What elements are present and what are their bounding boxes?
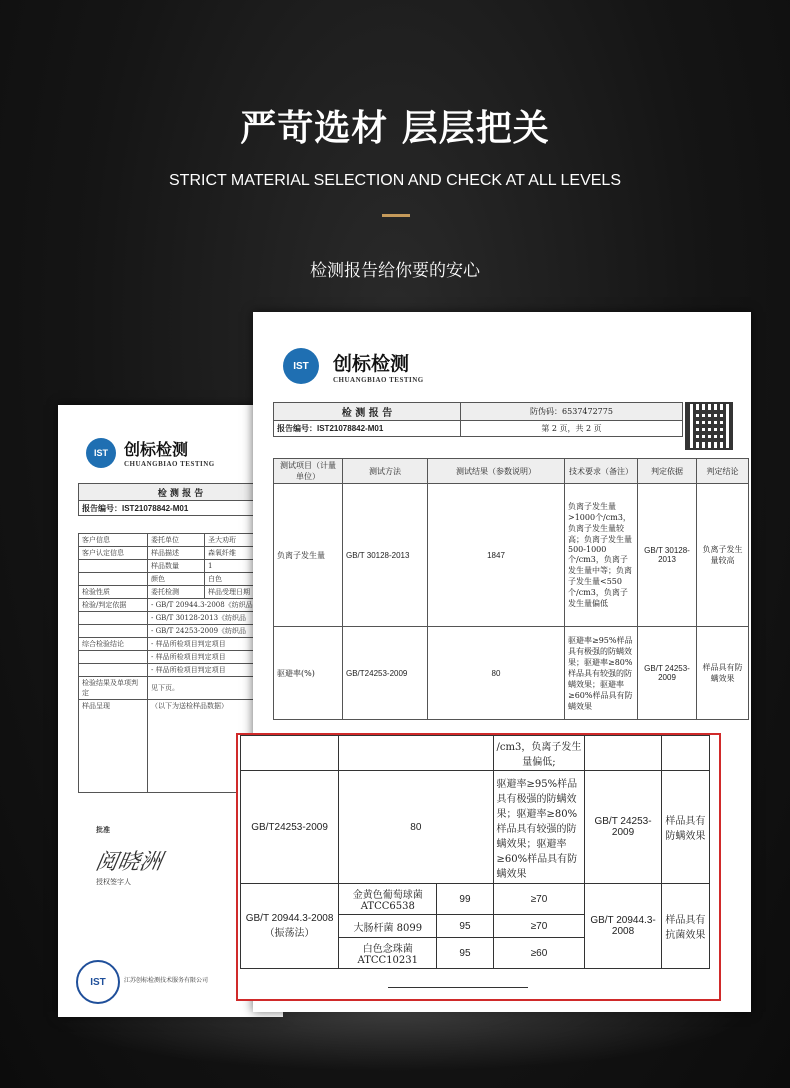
footer-company: 江苏创标检测技术服务有限公司 xyxy=(124,977,209,984)
ist-logo-icon: IST xyxy=(86,438,116,468)
table-row: GB/T 20944.3-2008（振荡法） 金黄色葡萄球菌 ATCC6538 99 ≥70 GB/T 20944.3-2008 样品具有抗菌效果 xyxy=(241,884,710,915)
ist-logo-icon: IST xyxy=(283,348,319,384)
table-row: - 样品所检项目判定项目 xyxy=(79,664,283,677)
table-row: 负离子发生量 GB/T 30128-2013 1847 负离子发生量>1000个/cm3，负离子发生量较高；负离子发生量500-1000个/cm3，负离子发生量中等；负离子发生量<550个/cm3，负离子发生量偏低 GB/T 30128-2013 负离子发生量较高 xyxy=(274,484,749,627)
back-report-title: 检 测 报 告 xyxy=(79,484,283,501)
logo-english: CHUANGBIAO TESTING xyxy=(333,375,424,384)
qr-code-icon xyxy=(685,402,733,450)
zoom-top-note: /cm3，负离子发生量偏低; xyxy=(493,736,585,771)
hero-subtitle: STRICT MATERIAL SELECTION AND CHECK AT ALL LEVELS xyxy=(169,172,621,189)
zoom-table xyxy=(240,735,710,969)
table-row: 驱避率(%) GB/T24253-2009 80 驱避率≥95%样品具有极强的防螨效果；驱避率≥80%样品具有较强的防螨效果；驱避率≥60%样品具有防螨效果 GB/T 24253-2009 样品具有防螨效果 xyxy=(274,627,749,720)
bottom-rule xyxy=(388,987,528,988)
hero-caption: 检测报告给你要的安心 xyxy=(310,261,480,281)
page-number: 第 2 页，共 2 页 xyxy=(461,421,683,437)
table-header-row: 测试项目（计量单位） 测试方法 测试结果（参数说明） 技术要求（备注） 判定依据 判定结论 xyxy=(274,459,749,484)
signature: 阅晓洲 xyxy=(93,850,164,875)
floor-glow xyxy=(40,1012,750,1072)
back-logo xyxy=(86,437,215,468)
table-row: 颜色 白色 xyxy=(79,573,283,586)
table-row: GB/T24253-2009 80 驱避率≥95%样品具有极强的防螨效果；驱避率≥80%样品具有较强的防螨效果；驱避率≥60%样品具有防螨效果 GB/T 24253-2009 样品具有防螨效果 xyxy=(241,771,710,884)
table-row: 检验性质 委托检测 样品受理日期 xyxy=(79,586,283,599)
table-row: - GB/T 24253-2009《纺织品 xyxy=(79,625,283,638)
table-row: 大肠杆菌 8099 95 ≥70 xyxy=(241,915,710,938)
table-row: - 样品所检项目判定项目 xyxy=(79,651,283,664)
ist-stamp-icon: IST xyxy=(76,960,120,1004)
table-row: - GB/T 30128-2013《纺织品 xyxy=(79,612,283,625)
signer-label: 授权签字人 xyxy=(96,878,131,886)
table-row: 样品数量 1 xyxy=(79,560,283,573)
table-row: 客户信息 委托单位 圣大劝珩 xyxy=(79,534,283,547)
zoomed-detail-panel xyxy=(236,733,721,1001)
security-code: 防伪码：6537472775 xyxy=(461,403,683,421)
front-logo xyxy=(283,348,424,384)
table-row: 样品呈现 （以下为送检样品数据） xyxy=(79,700,283,793)
accent-divider xyxy=(382,214,410,217)
table-row: 白色念珠菌 ATCC10231 95 ≥60 xyxy=(241,938,710,969)
table-row: 综合检验结论 - 样品所检项目判定项目 xyxy=(79,638,283,651)
front-result-table xyxy=(273,458,749,720)
hero-title: 严苛选材 层层把关 xyxy=(240,108,550,149)
front-report-title: 检 测 报 告 xyxy=(274,403,461,421)
table-row: 检验/判定依据 - GB/T 20944.3-2008《纺织品 xyxy=(79,599,283,612)
logo-name: 创标检测 xyxy=(333,352,410,375)
table-row xyxy=(241,736,710,771)
front-report-no: 报告编号：IST21078842-M01 xyxy=(274,421,461,437)
front-header-table xyxy=(273,402,683,437)
table-row: 检验结果及单项判定 见下页。 xyxy=(79,677,283,700)
logo-name: 创标检测 xyxy=(124,440,189,459)
back-report-no: 报告编号：IST21078842-M01 xyxy=(79,501,283,516)
logo-english: CHUANGBIAO TESTING xyxy=(124,460,215,468)
table-row: 客户认定信息 样品描述 森氧纤维 xyxy=(79,547,283,560)
approve-label: 批准 xyxy=(96,825,110,834)
